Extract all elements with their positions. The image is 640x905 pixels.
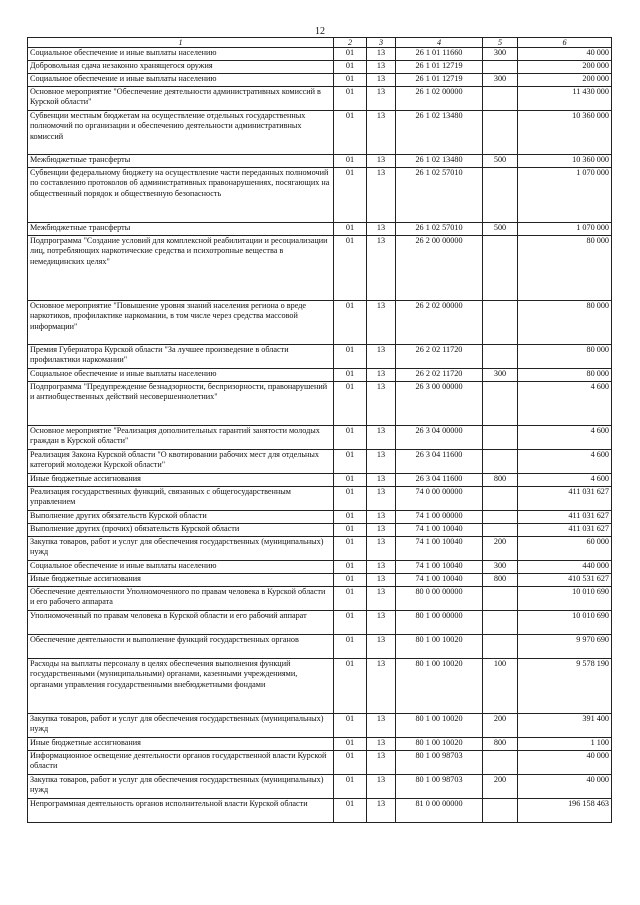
amount: 4 600 xyxy=(518,426,612,450)
subsection-code: 13 xyxy=(367,511,396,524)
table-row xyxy=(28,714,612,738)
target-article-code: 74 1 00 10040 xyxy=(396,537,483,561)
expense-type-code xyxy=(483,799,518,823)
table-row xyxy=(28,751,612,775)
target-article-code: 26 2 02 11720 xyxy=(396,369,483,382)
table-row xyxy=(28,775,612,799)
table-row xyxy=(28,87,612,111)
amount: 4 600 xyxy=(518,450,612,474)
column-header-2: 2 xyxy=(334,38,367,48)
target-article-code: 26 1 01 12719 xyxy=(396,74,483,87)
table-row xyxy=(28,369,612,382)
expense-type-code xyxy=(483,61,518,74)
target-article-code: 74 1 00 10040 xyxy=(396,561,483,574)
item-name: Выполнение других (прочих) обязательств Курской области xyxy=(28,524,334,537)
expense-type-code: 800 xyxy=(483,574,518,587)
expense-type-code: 200 xyxy=(483,537,518,561)
table-row xyxy=(28,587,612,611)
table-row xyxy=(28,61,612,74)
amount: 411 031 627 xyxy=(518,487,612,511)
section-code: 01 xyxy=(334,714,367,738)
expense-type-code xyxy=(483,236,518,301)
subsection-code: 13 xyxy=(367,574,396,587)
item-name: Субвенции местным бюджетам на осуществление отдельных государственных полномочий по организации и обеспечению деятельности административных комиссий xyxy=(28,111,334,155)
target-article-code: 74 1 00 00000 xyxy=(396,511,483,524)
budget-table xyxy=(27,37,612,823)
item-name: Выполнение других обязательств Курской области xyxy=(28,511,334,524)
amount: 9 970 690 xyxy=(518,635,612,659)
item-name: Иные бюджетные ассигнования xyxy=(28,738,334,751)
table-row xyxy=(28,574,612,587)
table-row xyxy=(28,799,612,823)
section-code: 01 xyxy=(334,382,367,426)
subsection-code: 13 xyxy=(367,345,396,369)
section-code: 01 xyxy=(334,450,367,474)
expense-type-code xyxy=(483,751,518,775)
section-code: 01 xyxy=(334,511,367,524)
subsection-code: 13 xyxy=(367,474,396,487)
subsection-code: 13 xyxy=(367,426,396,450)
expense-type-code: 500 xyxy=(483,155,518,168)
item-name: Обеспечение деятельности и выполнение функций государственных органов xyxy=(28,635,334,659)
target-article-code: 26 3 04 00000 xyxy=(396,426,483,450)
expense-type-code: 500 xyxy=(483,223,518,236)
section-code: 01 xyxy=(334,751,367,775)
expense-type-code xyxy=(483,635,518,659)
expense-type-code xyxy=(483,487,518,511)
subsection-code: 13 xyxy=(367,155,396,168)
amount: 4 600 xyxy=(518,382,612,426)
table-row xyxy=(28,155,612,168)
item-name: Реализация Закона Курской области "О квотировании рабочих мест для отдельных категорий молодежи Курской области" xyxy=(28,450,334,474)
table-row xyxy=(28,450,612,474)
amount: 411 031 627 xyxy=(518,524,612,537)
table-row xyxy=(28,426,612,450)
amount: 196 158 463 xyxy=(518,799,612,823)
expense-type-code: 100 xyxy=(483,659,518,714)
column-header-1: 1 xyxy=(28,38,334,48)
table-row xyxy=(28,659,612,714)
subsection-code: 13 xyxy=(367,382,396,426)
target-article-code: 26 1 02 13480 xyxy=(396,111,483,155)
section-code: 01 xyxy=(334,61,367,74)
expense-type-code xyxy=(483,426,518,450)
subsection-code: 13 xyxy=(367,87,396,111)
item-name: Реализация государственных функций, связанных с общегосударственным управлением xyxy=(28,487,334,511)
expense-type-code xyxy=(483,87,518,111)
amount: 200 000 xyxy=(518,61,612,74)
target-article-code: 26 3 04 11600 xyxy=(396,474,483,487)
subsection-code: 13 xyxy=(367,223,396,236)
section-code: 01 xyxy=(334,587,367,611)
section-code: 01 xyxy=(334,236,367,301)
section-code: 01 xyxy=(334,775,367,799)
target-article-code: 80 1 00 10020 xyxy=(396,659,483,714)
item-name: Информационное освещение деятельности органов государственной власти Курской области xyxy=(28,751,334,775)
section-code: 01 xyxy=(334,301,367,345)
section-code: 01 xyxy=(334,537,367,561)
subsection-code: 13 xyxy=(367,111,396,155)
section-code: 01 xyxy=(334,659,367,714)
amount: 4 600 xyxy=(518,474,612,487)
table-row xyxy=(28,382,612,426)
section-code: 01 xyxy=(334,111,367,155)
amount: 10 360 000 xyxy=(518,155,612,168)
expense-type-code xyxy=(483,301,518,345)
target-article-code: 81 0 00 00000 xyxy=(396,799,483,823)
section-code: 01 xyxy=(334,74,367,87)
table-row xyxy=(28,524,612,537)
item-name: Уполномоченный по правам человека в Курской области и его рабочий аппарат xyxy=(28,611,334,635)
subsection-code: 13 xyxy=(367,799,396,823)
target-article-code: 26 3 00 00000 xyxy=(396,382,483,426)
target-article-code: 80 1 00 98703 xyxy=(396,751,483,775)
table-row xyxy=(28,168,612,223)
section-code: 01 xyxy=(334,87,367,111)
target-article-code: 80 0 00 00000 xyxy=(396,587,483,611)
subsection-code: 13 xyxy=(367,611,396,635)
target-article-code: 26 2 02 00000 xyxy=(396,301,483,345)
target-article-code: 26 1 01 11660 xyxy=(396,48,483,61)
table-row xyxy=(28,738,612,751)
target-article-code: 74 1 00 10040 xyxy=(396,574,483,587)
section-code: 01 xyxy=(334,611,367,635)
section-code: 01 xyxy=(334,155,367,168)
subsection-code: 13 xyxy=(367,61,396,74)
section-code: 01 xyxy=(334,48,367,61)
item-name: Расходы на выплаты персоналу в целях обеспечения выполнения функций государственными (муниципальными) органами, казенными учреждениями, органами управления государственными внебюджетными фондами xyxy=(28,659,334,714)
expense-type-code: 300 xyxy=(483,74,518,87)
item-name: Социальное обеспечение и иные выплаты населению xyxy=(28,48,334,61)
table-row xyxy=(28,611,612,635)
expense-type-code xyxy=(483,611,518,635)
subsection-code: 13 xyxy=(367,487,396,511)
subsection-code: 13 xyxy=(367,659,396,714)
subsection-code: 13 xyxy=(367,714,396,738)
item-name: Социальное обеспечение и иные выплаты населению xyxy=(28,74,334,87)
table-header-row xyxy=(28,38,612,48)
section-code: 01 xyxy=(334,168,367,223)
expense-type-code xyxy=(483,511,518,524)
table-row xyxy=(28,223,612,236)
amount: 80 000 xyxy=(518,369,612,382)
amount: 200 000 xyxy=(518,74,612,87)
section-code: 01 xyxy=(334,369,367,382)
expense-type-code xyxy=(483,587,518,611)
page-number: 12 xyxy=(315,26,325,37)
amount: 80 000 xyxy=(518,236,612,301)
item-name: Непрограммная деятельность органов исполнительной власти Курской области xyxy=(28,799,334,823)
table-row xyxy=(28,74,612,87)
section-code: 01 xyxy=(334,635,367,659)
item-name: Иные бюджетные ассигнования xyxy=(28,574,334,587)
table-row xyxy=(28,236,612,301)
table-row xyxy=(28,561,612,574)
section-code: 01 xyxy=(334,574,367,587)
expense-type-code: 300 xyxy=(483,48,518,61)
amount: 10 360 000 xyxy=(518,111,612,155)
section-code: 01 xyxy=(334,487,367,511)
subsection-code: 13 xyxy=(367,587,396,611)
subsection-code: 13 xyxy=(367,537,396,561)
subsection-code: 13 xyxy=(367,450,396,474)
item-name: Основное мероприятие "Повышение уровня знаний населения региона о вреде наркотиков, профилактике наркомании, в том числе через средства массовой информации" xyxy=(28,301,334,345)
expense-type-code: 300 xyxy=(483,561,518,574)
table-row xyxy=(28,537,612,561)
section-code: 01 xyxy=(334,561,367,574)
amount: 9 578 190 xyxy=(518,659,612,714)
expense-type-code xyxy=(483,382,518,426)
target-article-code: 80 1 00 10020 xyxy=(396,635,483,659)
target-article-code: 26 1 02 57010 xyxy=(396,168,483,223)
amount: 1 070 000 xyxy=(518,223,612,236)
subsection-code: 13 xyxy=(367,301,396,345)
target-article-code: 26 1 02 57010 xyxy=(396,223,483,236)
section-code: 01 xyxy=(334,426,367,450)
target-article-code: 26 2 02 11720 xyxy=(396,345,483,369)
expense-type-code: 200 xyxy=(483,714,518,738)
amount: 80 000 xyxy=(518,301,612,345)
section-code: 01 xyxy=(334,799,367,823)
target-article-code: 26 2 00 00000 xyxy=(396,236,483,301)
expense-type-code: 300 xyxy=(483,369,518,382)
target-article-code: 80 1 00 10020 xyxy=(396,714,483,738)
target-article-code: 80 1 00 10020 xyxy=(396,738,483,751)
subsection-code: 13 xyxy=(367,524,396,537)
target-article-code: 26 1 02 00000 xyxy=(396,87,483,111)
subsection-code: 13 xyxy=(367,561,396,574)
item-name: Межбюджетные трансферты xyxy=(28,223,334,236)
amount: 40 000 xyxy=(518,775,612,799)
amount: 60 000 xyxy=(518,537,612,561)
amount: 10 010 690 xyxy=(518,587,612,611)
item-name: Добровольная сдача незаконно хранящегося оружия xyxy=(28,61,334,74)
table-row xyxy=(28,48,612,61)
subsection-code: 13 xyxy=(367,74,396,87)
table-row xyxy=(28,474,612,487)
expense-type-code: 800 xyxy=(483,738,518,751)
subsection-code: 13 xyxy=(367,236,396,301)
table-row xyxy=(28,111,612,155)
subsection-code: 13 xyxy=(367,168,396,223)
subsection-code: 13 xyxy=(367,738,396,751)
column-header-3: 3 xyxy=(367,38,396,48)
item-name: Социальное обеспечение и иные выплаты населению xyxy=(28,561,334,574)
item-name: Закупка товаров, работ и услуг для обеспечения государственных (муниципальных) нужд xyxy=(28,714,334,738)
target-article-code: 74 0 00 00000 xyxy=(396,487,483,511)
section-code: 01 xyxy=(334,223,367,236)
column-header-6: 6 xyxy=(518,38,612,48)
table-row xyxy=(28,635,612,659)
section-code: 01 xyxy=(334,738,367,751)
section-code: 01 xyxy=(334,524,367,537)
table-body xyxy=(28,48,612,823)
expense-type-code xyxy=(483,168,518,223)
amount: 391 400 xyxy=(518,714,612,738)
item-name: Подпрограмма "Создание условий для комплексной реабилитации и ресоциализации лиц, потребляющих наркотические средства и психотропные вещества в немедицинских целях" xyxy=(28,236,334,301)
subsection-code: 13 xyxy=(367,775,396,799)
item-name: Основное мероприятие "Реализация дополнительных гарантий занятости молодых граждан в Курской области" xyxy=(28,426,334,450)
subsection-code: 13 xyxy=(367,48,396,61)
item-name: Закупка товаров, работ и услуг для обеспечения государственных (муниципальных) нужд xyxy=(28,537,334,561)
amount: 80 000 xyxy=(518,345,612,369)
item-name: Премия Губернатора Курской области "За лучшее произведение в области профилактики наркомании" xyxy=(28,345,334,369)
item-name: Основное мероприятие "Обеспечение деятельности административных комиссий в Курской области" xyxy=(28,87,334,111)
expense-type-code xyxy=(483,450,518,474)
target-article-code: 26 1 02 13480 xyxy=(396,155,483,168)
item-name: Межбюджетные трансферты xyxy=(28,155,334,168)
amount: 411 031 627 xyxy=(518,511,612,524)
item-name: Подпрограмма "Предупреждение безнадзорности, беспризорности, правонарушений и антиобщественных действий несовершеннолетних" xyxy=(28,382,334,426)
column-header-4: 4 xyxy=(396,38,483,48)
expense-type-code: 200 xyxy=(483,775,518,799)
item-name: Субвенции федеральному бюджету на осуществление части переданных полномочий по составлению протоколов об административных правонарушениях, посягающих на общественный порядок и общественную безопасность xyxy=(28,168,334,223)
column-header-5: 5 xyxy=(483,38,518,48)
item-name: Обеспечение деятельности Уполномоченного по правам человека в Курской области и его рабочего аппарата xyxy=(28,587,334,611)
target-article-code: 26 3 04 11600 xyxy=(396,450,483,474)
amount: 410 531 627 xyxy=(518,574,612,587)
amount: 10 010 690 xyxy=(518,611,612,635)
section-code: 01 xyxy=(334,345,367,369)
table-row xyxy=(28,301,612,345)
target-article-code: 74 1 00 10040 xyxy=(396,524,483,537)
item-name: Социальное обеспечение и иные выплаты населению xyxy=(28,369,334,382)
item-name: Иные бюджетные ассигнования xyxy=(28,474,334,487)
expense-type-code xyxy=(483,111,518,155)
target-article-code: 80 1 00 98703 xyxy=(396,775,483,799)
amount: 40 000 xyxy=(518,48,612,61)
expense-type-code xyxy=(483,345,518,369)
target-article-code: 80 1 00 00000 xyxy=(396,611,483,635)
amount: 11 430 000 xyxy=(518,87,612,111)
table-row xyxy=(28,345,612,369)
amount: 440 000 xyxy=(518,561,612,574)
table-row xyxy=(28,511,612,524)
subsection-code: 13 xyxy=(367,369,396,382)
subsection-code: 13 xyxy=(367,751,396,775)
expense-type-code xyxy=(483,524,518,537)
expense-type-code: 800 xyxy=(483,474,518,487)
amount: 1 100 xyxy=(518,738,612,751)
subsection-code: 13 xyxy=(367,635,396,659)
table-row xyxy=(28,487,612,511)
target-article-code: 26 1 01 12719 xyxy=(396,61,483,74)
item-name: Закупка товаров, работ и услуг для обеспечения государственных (муниципальных) нужд xyxy=(28,775,334,799)
section-code: 01 xyxy=(334,474,367,487)
amount: 1 070 000 xyxy=(518,168,612,223)
amount: 40 000 xyxy=(518,751,612,775)
